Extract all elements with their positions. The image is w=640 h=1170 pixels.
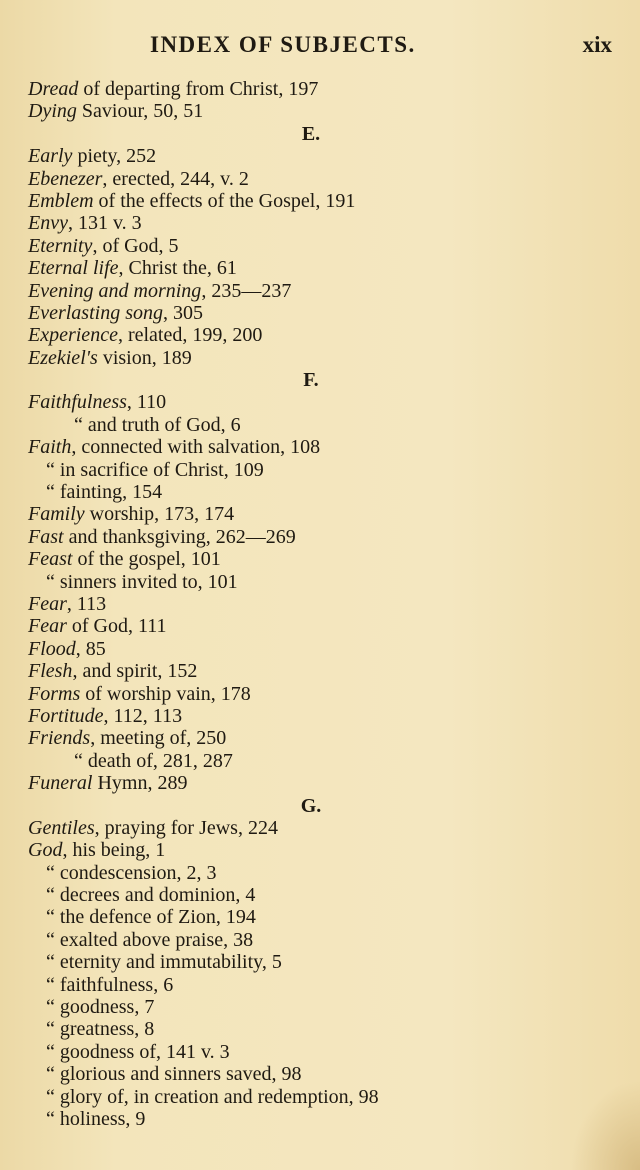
- page-header: [0, 32, 640, 62]
- entry-keyword: Dying: [28, 100, 77, 123]
- entry-text: , 131 v. 3: [67, 212, 142, 235]
- entry-text: Hymn, 289: [92, 772, 188, 795]
- index-entry: [28, 190, 628, 212]
- entry-text: , connected with salvation, 108: [71, 436, 321, 459]
- entry-keyword: Fear: [28, 615, 67, 638]
- page-corner-stain: [570, 1080, 640, 1170]
- entry-keyword: Evening and morning: [28, 279, 202, 302]
- index-entry: [28, 593, 628, 615]
- entry-text: and thanksgiving, 262—269: [63, 525, 296, 548]
- index-entry: [28, 347, 628, 369]
- entry-text: , Christ the, 61: [118, 257, 237, 280]
- entry-text: , 112, 113: [103, 704, 183, 727]
- entry-keyword: Funeral: [28, 772, 93, 795]
- entry-keyword: Experience: [28, 324, 118, 347]
- entry-keyword: Family: [28, 503, 85, 526]
- index-entries: [28, 78, 628, 1130]
- index-subentry: “ greatness, 8: [46, 1018, 155, 1041]
- entry-keyword: Gentiles: [28, 816, 95, 839]
- section-letter: F.: [303, 369, 319, 392]
- entry-keyword: Faith: [28, 436, 72, 459]
- index-entry: [28, 548, 628, 570]
- entry-keyword: Fear: [28, 592, 67, 615]
- page-number: xix: [582, 32, 612, 57]
- index-entry: [28, 212, 628, 234]
- entry-keyword: Emblem: [28, 189, 94, 212]
- entry-text: of the gospel, 101: [72, 548, 221, 571]
- entry-text: worship, 173, 174: [84, 503, 235, 526]
- index-entry: [28, 235, 628, 257]
- entry-text: , meeting of, 250: [90, 727, 227, 750]
- index-entry: [28, 660, 628, 682]
- entry-keyword: God: [28, 839, 63, 862]
- index-subentry: “ eternity and immutability, 5: [46, 951, 282, 974]
- entry-text: Saviour, 50, 51: [76, 100, 204, 123]
- index-entry: [28, 705, 628, 727]
- entry-text: of departing from Christ, 197: [78, 78, 319, 100]
- index-subentry: “ exalted above praise, 38: [46, 928, 254, 951]
- running-title: INDEX OF SUBJECTS.: [150, 32, 416, 57]
- entry-keyword: Everlasting song: [28, 301, 163, 324]
- entry-keyword: Fast: [28, 525, 64, 548]
- index-entry: [28, 302, 628, 324]
- index-subentry: “ faithfulness, 6: [46, 973, 174, 996]
- index-subentry: “ and truth of God, 6: [74, 413, 241, 436]
- entry-keyword: Ezekiel's: [28, 346, 98, 369]
- index-entry: [28, 615, 628, 637]
- index-entry: [28, 391, 628, 413]
- entry-text: , 113: [66, 592, 107, 615]
- index-entry: [28, 145, 628, 167]
- index-subentry: “ goodness, 7: [46, 996, 155, 1019]
- index-subentry: “ condescension, 2, 3: [46, 861, 217, 884]
- entry-text: , related, 199, 200: [117, 324, 263, 347]
- entry-text: of God, 111: [66, 615, 167, 638]
- entry-keyword: Dread: [28, 78, 79, 100]
- entry-keyword: Early: [28, 145, 73, 168]
- index-subentry: “ the defence of Zion, 194: [46, 906, 256, 929]
- entry-text: , praying for Jews, 224: [94, 816, 278, 839]
- entry-keyword: Flesh: [28, 660, 73, 683]
- section-letter: E.: [301, 122, 321, 145]
- entry-text: , 235—237: [201, 279, 292, 302]
- index-entry: [28, 638, 628, 660]
- entry-keyword: Ebenezer: [28, 167, 103, 190]
- index-subentry: “ in sacrifice of Christ, 109: [46, 458, 264, 481]
- index-subentry: “ holiness, 9: [46, 1107, 146, 1130]
- entry-text: , 85: [75, 637, 106, 660]
- entry-text: of the effects of the Gospel, 191: [93, 189, 356, 212]
- entry-text: of worship vain, 178: [80, 682, 251, 705]
- index-entry: [28, 683, 628, 705]
- index-subentry: “ goodness of, 141 v. 3: [46, 1040, 230, 1063]
- entry-text: , 110: [126, 391, 167, 414]
- index-entry: [28, 168, 628, 190]
- index-entry: [28, 257, 628, 279]
- entry-text: , his being, 1: [62, 839, 166, 862]
- index-entry: [28, 280, 628, 302]
- entry-keyword: Forms: [28, 682, 81, 705]
- entry-keyword: Fortitude: [28, 704, 104, 727]
- entry-keyword: Feast: [28, 548, 73, 571]
- entry-text: , erected, 244, v. 2: [102, 167, 249, 190]
- index-entry: [28, 526, 628, 548]
- index-entry: [28, 817, 628, 839]
- index-subentry: “ sinners invited to, 101: [46, 570, 238, 593]
- entry-keyword: Eternal life: [28, 257, 119, 280]
- index-subentry: “ glorious and sinners saved, 98: [46, 1063, 302, 1086]
- index-entry: [28, 324, 628, 346]
- entry-text: , 305: [163, 301, 203, 324]
- index-entry: [28, 503, 628, 525]
- entry-text: , and spirit, 152: [72, 660, 198, 683]
- entry-keyword: Eternity: [28, 234, 93, 257]
- entry-keyword: Faithfulness: [28, 391, 127, 414]
- index-entry: [28, 839, 628, 861]
- index-entry: [28, 772, 628, 794]
- entry-keyword: Flood: [28, 637, 76, 660]
- index-entry: [28, 78, 628, 100]
- section-letter: G.: [300, 794, 322, 817]
- index-entry: [28, 436, 628, 458]
- index-entry: [28, 100, 628, 122]
- index-subentry: “ decrees and dominion, 4: [46, 884, 256, 907]
- entry-text: , of God, 5: [92, 234, 179, 257]
- index-entry: [28, 727, 628, 749]
- entry-text: piety, 252: [72, 145, 157, 168]
- index-subentry: “ death of, 281, 287: [74, 749, 233, 772]
- index-subentry: “ fainting, 154: [46, 481, 163, 504]
- entry-text: vision, 189: [97, 346, 192, 369]
- entry-keyword: Friends: [28, 727, 91, 750]
- index-subentry: “ glory of, in creation and redemption, 98: [46, 1085, 379, 1108]
- entry-keyword: Envy: [28, 212, 68, 235]
